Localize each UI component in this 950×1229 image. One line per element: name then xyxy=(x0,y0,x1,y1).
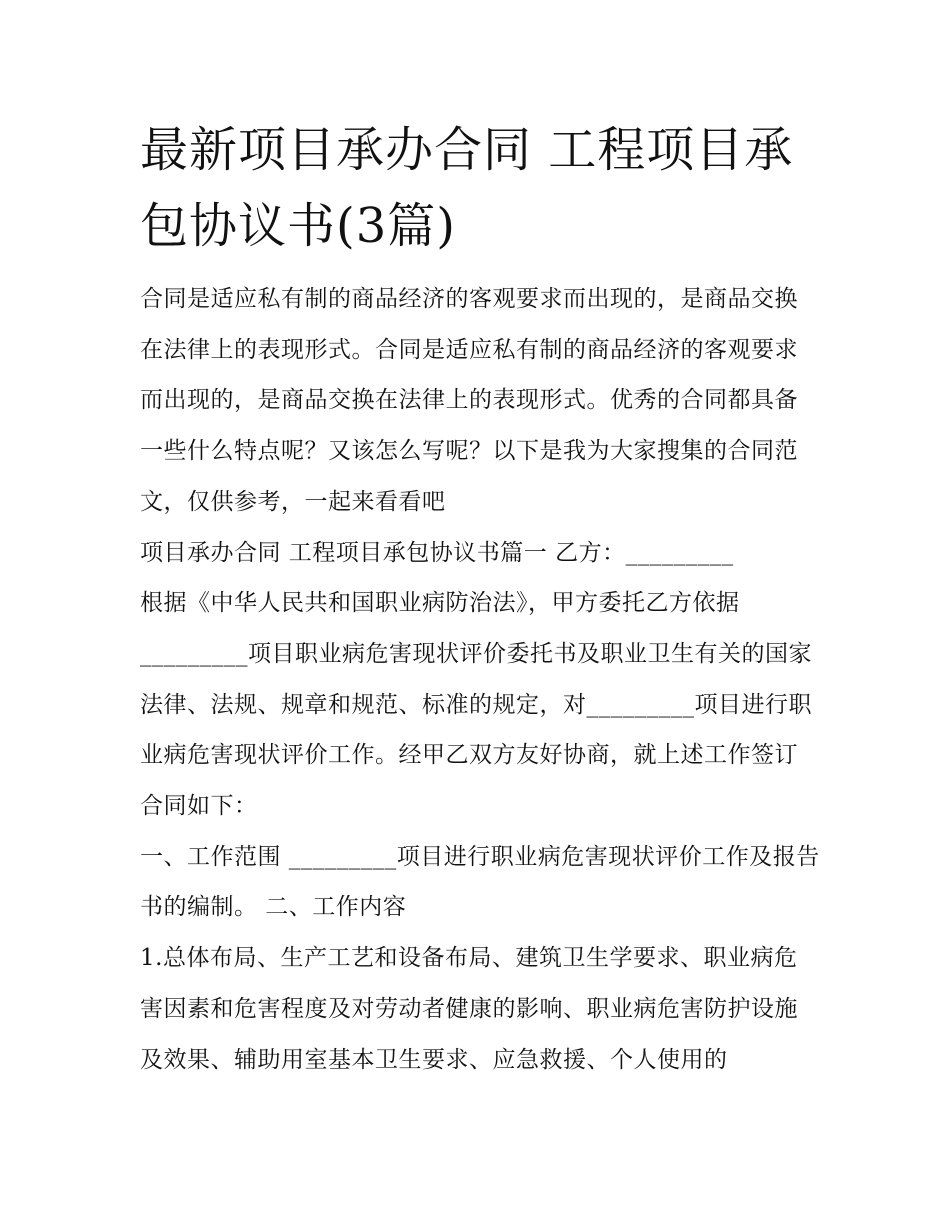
section-heading-paragraph: 项目承办合同 工程项目承包协议书篇一 乙方：_________ xyxy=(140,539,734,566)
document-page xyxy=(140,112,820,1085)
intro-paragraph: 合同是适应私有制的商品经济的客观要求而出现的，是商品交换在法律上的表现形式。合同是适应私有制的商品经济的客观要求而出现的，是商品交换在法律上的表现形式。优秀的合同都具备一些什么特点呢？又该怎么写呢？以下是我为大家搜集的合同范文，仅供参考，一起来看看吧 xyxy=(140,286,798,515)
content-item-paragraph: 1.总体布局、生产工艺和设备布局、建筑卫生学要求、职业病危害因素和危害程度及对劳动者健康的影响、职业病危害防护设施及效果、辅助用室基本卫生要求、应急救援、个人使用的 xyxy=(140,945,798,1073)
scope-paragraph: 一、工作范围 _________项目进行职业病危害现状评价工作及报告书的编制。 二、工作内容 xyxy=(140,843,820,921)
document-title: 最新项目承办合同 工程项目承包协议书(3篇) xyxy=(140,122,794,254)
basis-paragraph: 根据《中华人民共和国职业病防治法》，甲方委托乙方依据_________项目职业病危害现状评价委托书及职业卫生有关的国家法律、法规、规章和规范、标准的规定，对_________项目进行职业病危害现状评价工作。经甲乙双方友好协商，就上述工作签订合同如下： xyxy=(140,590,812,820)
